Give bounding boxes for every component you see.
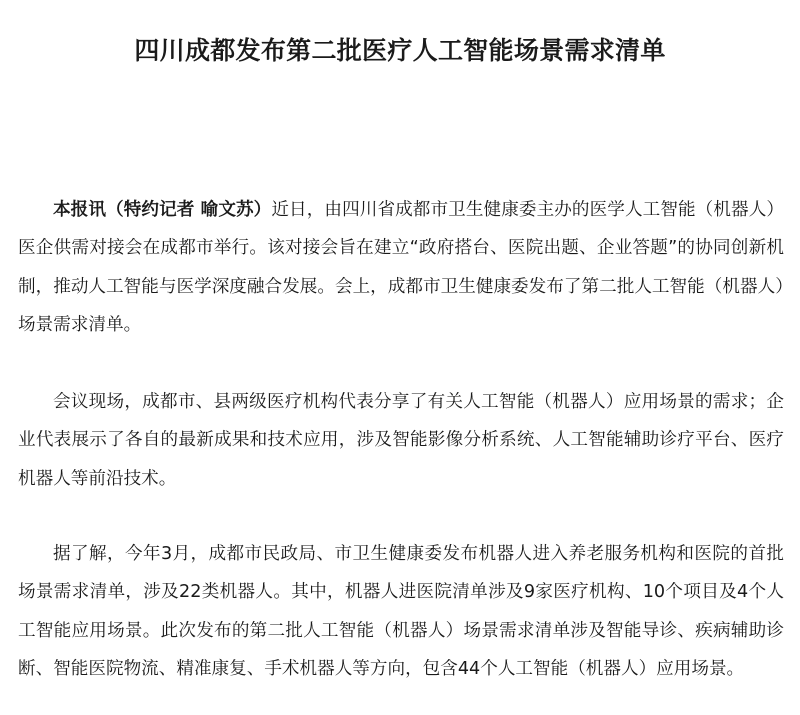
article-paragraph-2: 会议现场，成都市、县两级医疗机构代表分享了有关人工智能（机器人）应用场景的需求；企业代表展示了各自的最新成果和技术应用，涉及智能影像分析系统、人工智能辅助诊疗平台、医疗机器人等前沿技术。 [18,391,784,489]
article-title: 四川成都发布第二批医疗人工智能场景需求清单 [134,35,666,65]
article-paragraph-1 [18,191,784,345]
byline: 本报讯（特约记者 喻文苏） [53,199,272,220]
article-paragraph-3: 据了解，今年3月，成都市民政局、市卫生健康委发布机器人进入养老服务机构和医院的首批场景需求清单，涉及22类机器人。其中，机器人进医院清单涉及9家医疗机构、10个项目及4个人工智能应用场景。此次发布的第二批人工智能（机器人）场景需求清单涉及智能导诊、疾病辅助诊断、智能医院物流、精准康复、手术机器人等方向，包含44个人工智能（机器人）应用场景。 [18,543,784,680]
paragraph-1-text: 近日，由四川省成都市卫生健康委主办的医学人工智能（机器人）医企供需对接会在成都市举行。该对接会旨在建立“政府搭台、医院出题、企业答题”的协同创新机制，推动人工智能与医学深度融合发展。会上，成都市卫生健康委发布了第二批人工智能（机器人）场景需求清单。 [18,199,784,336]
